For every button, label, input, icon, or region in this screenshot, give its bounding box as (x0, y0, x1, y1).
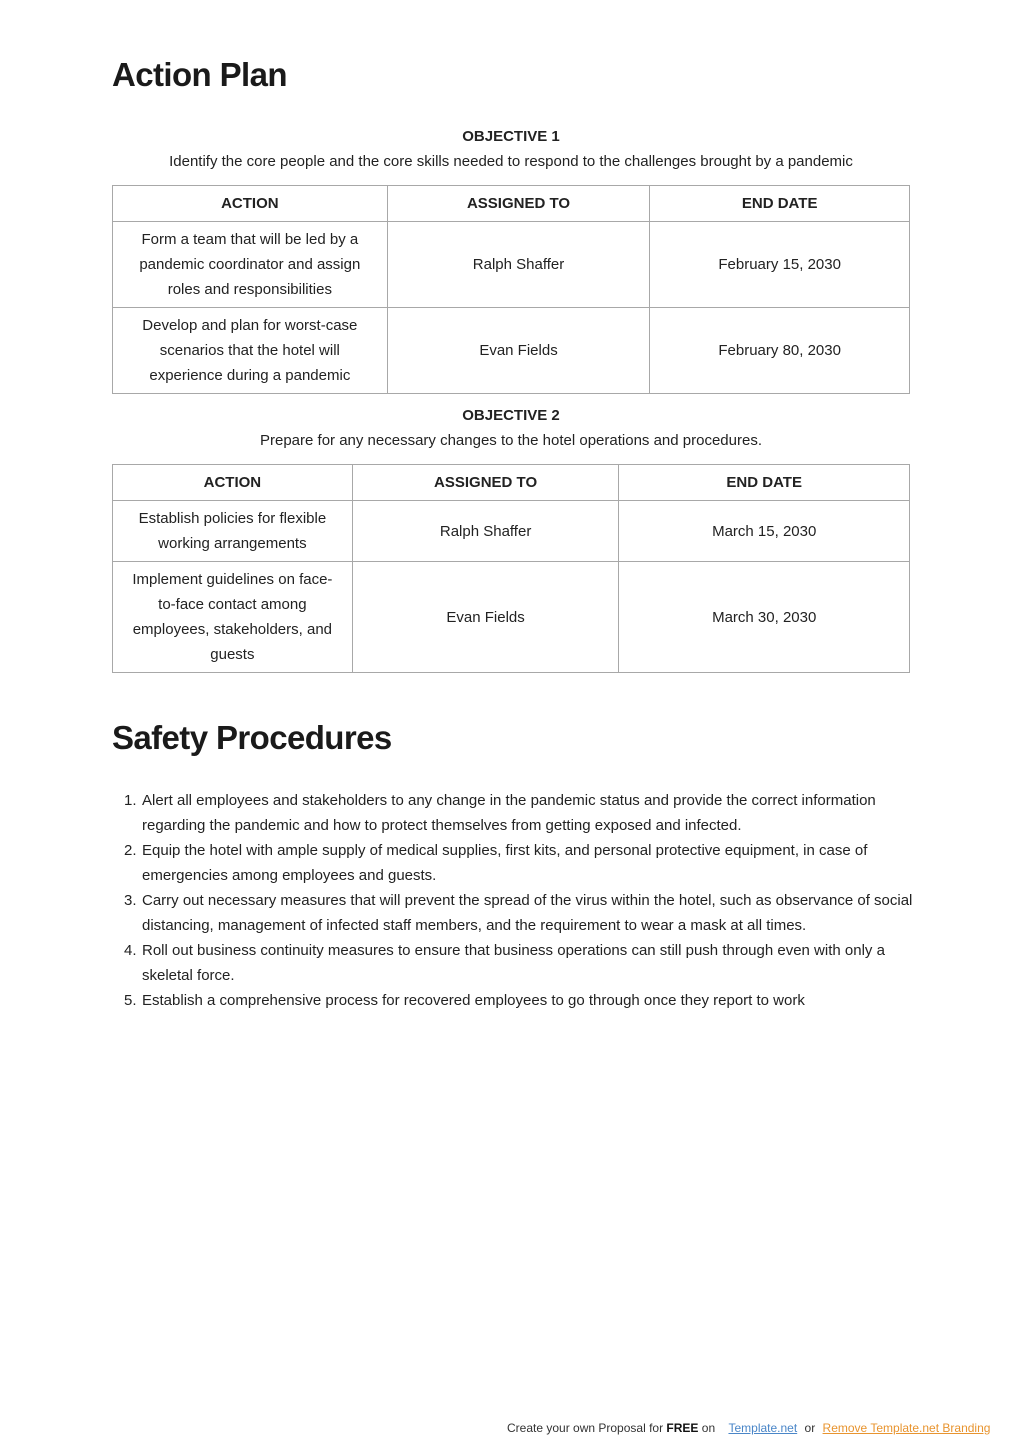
footer-on: on (698, 1421, 716, 1435)
remove-branding-link[interactable]: Remove Template.net Branding (822, 1421, 991, 1435)
cell-assigned-to: Ralph Shaffer (387, 222, 650, 308)
list-item-text: Carry out necessary measures that will prevent the spread of the virus within the hotel, such as observance of social distancing, management of infected staff members, and the requirement to wear a mask at all times. (142, 892, 913, 934)
list-item-number: 5. (124, 992, 137, 1009)
list-item (124, 788, 914, 838)
column-header-assigned-to: ASSIGNED TO (352, 465, 619, 501)
list-item (124, 888, 914, 938)
cell-end-date: February 15, 2030 (650, 222, 910, 308)
table-row (113, 308, 910, 394)
list-item-number: 4. (124, 942, 137, 959)
column-header-end-date: END DATE (619, 465, 910, 501)
objective-2-table (112, 464, 910, 673)
safety-procedures-list (124, 788, 914, 1013)
cell-action: Establish policies for flexible working arrangements (113, 501, 353, 562)
list-item-text: Establish a comprehensive process for recovered employees to go through once they report to work (142, 992, 805, 1009)
objective-2-heading: OBJECTIVE 2 (462, 407, 560, 424)
cell-assigned-to: Evan Fields (352, 562, 619, 673)
table-header-row (113, 465, 910, 501)
column-header-action: ACTION (113, 465, 353, 501)
table-header-row (113, 186, 910, 222)
cell-end-date: February 80, 2030 (650, 308, 910, 394)
footer-or: or (804, 1421, 816, 1435)
objective-1-heading: OBJECTIVE 1 (462, 128, 560, 145)
template-net-link[interactable]: Template.net (728, 1421, 798, 1435)
list-item (124, 838, 914, 888)
safety-procedures-title: Safety Procedures (112, 719, 392, 756)
cell-end-date: March 15, 2030 (619, 501, 910, 562)
cell-assigned-to: Evan Fields (387, 308, 650, 394)
list-item (124, 988, 914, 1013)
column-header-assigned-to: ASSIGNED TO (387, 186, 650, 222)
objective-1-table (112, 185, 910, 394)
table-row (113, 562, 910, 673)
cell-end-date: March 30, 2030 (619, 562, 910, 673)
table-row (113, 501, 910, 562)
branding-footer (507, 1418, 990, 1438)
column-header-action: ACTION (113, 186, 388, 222)
cell-assigned-to: Ralph Shaffer (352, 501, 619, 562)
list-item (124, 938, 914, 988)
table-row (113, 222, 910, 308)
list-item-text: Roll out business continuity measures to ensure that business operations can still push through even with only a skeletal force. (142, 942, 885, 984)
list-item-text: Alert all employees and stakeholders to any change in the pandemic status and provide the correct information regarding the pandemic and how to protect themselves from getting exposed and infected. (142, 792, 876, 834)
cell-action: Form a team that will be led by a pandemic coordinator and assign roles and responsibilities (113, 222, 388, 308)
action-plan-title: Action Plan (112, 56, 287, 93)
list-item-number: 1. (124, 792, 137, 809)
list-item-text: Equip the hotel with ample supply of medical supplies, first kits, and personal protective equipment, in case of emergencies among employees and guests. (142, 842, 868, 884)
cell-action: Develop and plan for worst-case scenarios that the hotel will experience during a pandemic (113, 308, 388, 394)
footer-free: FREE (666, 1421, 699, 1435)
objective-1-description: Identify the core people and the core skills needed to respond to the challenges brought by a pandemic (169, 153, 853, 170)
column-header-end-date: END DATE (650, 186, 910, 222)
footer-prefix: Create your own Proposal for (507, 1421, 667, 1435)
objective-2-description: Prepare for any necessary changes to the hotel operations and procedures. (260, 432, 762, 449)
list-item-number: 2. (124, 842, 137, 859)
list-item-number: 3. (124, 892, 137, 909)
cell-action: Implement guidelines on face-to-face contact among employees, stakeholders, and guests (113, 562, 353, 673)
